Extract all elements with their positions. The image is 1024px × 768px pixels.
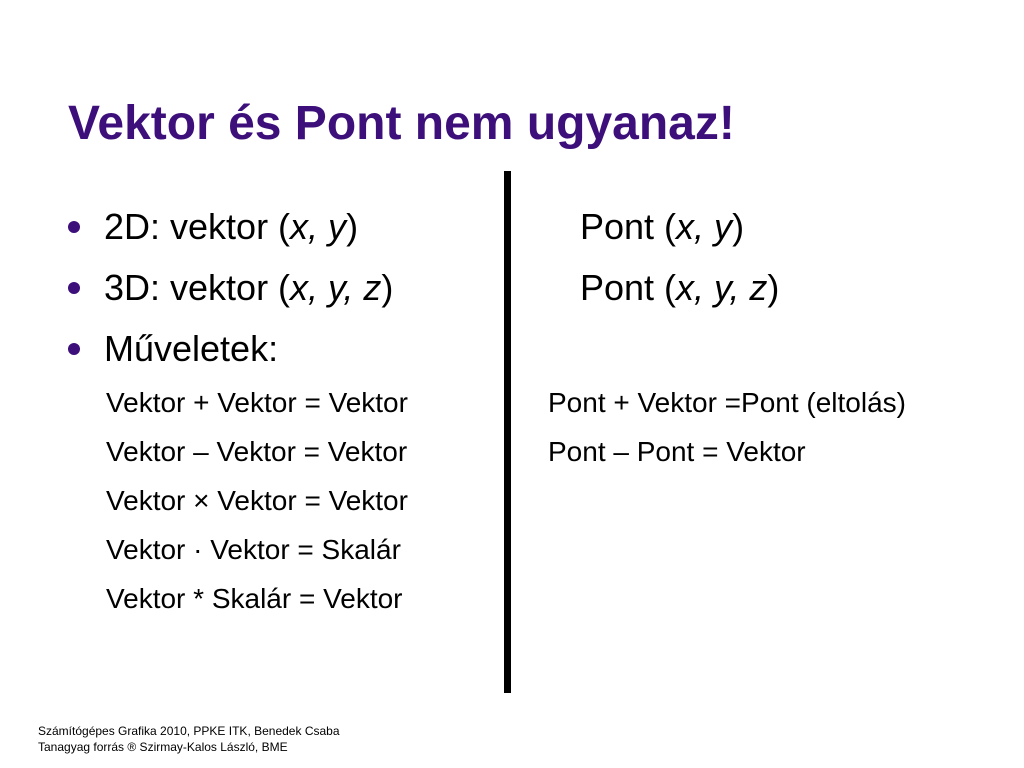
point-suffix: ) [732, 206, 745, 247]
bullet-text: Műveletek: [104, 328, 279, 369]
point-vars: x, y, z [676, 267, 768, 308]
point-prefix: Pont ( [580, 206, 677, 247]
vector-operation: Vektor * Skalár = Vektor [106, 583, 403, 614]
bullet-3d-vector [68, 267, 393, 309]
footer-line: Számítógépes Grafika 2010, PPKE ITK, Benedek Csaba [38, 724, 340, 738]
footer-line: Tanagyag forrás ® Szirmay-Kalos László, BME [38, 740, 288, 754]
bullet-prefix: 2D: vektor ( [104, 206, 291, 247]
point-operation: Pont – Pont = Vektor [548, 436, 806, 467]
bullet-dot-icon [68, 343, 80, 355]
bullet-suffix: ) [346, 206, 359, 247]
vector-operation: Vektor · Vektor = Skalár [106, 534, 401, 565]
point-suffix: ) [767, 267, 780, 308]
bullet-text [104, 206, 358, 248]
point-3d [580, 267, 779, 309]
point-operation: Pont + Vektor =Pont (eltolás) [548, 387, 906, 418]
slide-footer [38, 723, 340, 755]
bullet-vars: x, y, z [290, 267, 382, 308]
bullet-suffix: ) [381, 267, 394, 308]
bullet-dot-icon [68, 221, 80, 233]
bullet-text [104, 267, 393, 309]
point-2d [580, 206, 744, 248]
bullet-prefix: 3D: vektor ( [104, 267, 291, 308]
bullet-operations [68, 328, 278, 370]
column-divider [504, 171, 511, 693]
vector-operation: Vektor + Vektor = Vektor [106, 387, 408, 418]
bullet-dot-icon [68, 282, 80, 294]
slide-title: Vektor és Pont nem ugyanaz! [68, 97, 735, 150]
vector-operation: Vektor – Vektor = Vektor [106, 436, 408, 467]
bullet-2d-vector [68, 206, 358, 248]
point-prefix: Pont ( [580, 267, 677, 308]
point-vars: x, y [676, 206, 733, 247]
bullet-vars: x, y [290, 206, 347, 247]
vector-operation: Vektor × Vektor = Vektor [106, 485, 408, 516]
